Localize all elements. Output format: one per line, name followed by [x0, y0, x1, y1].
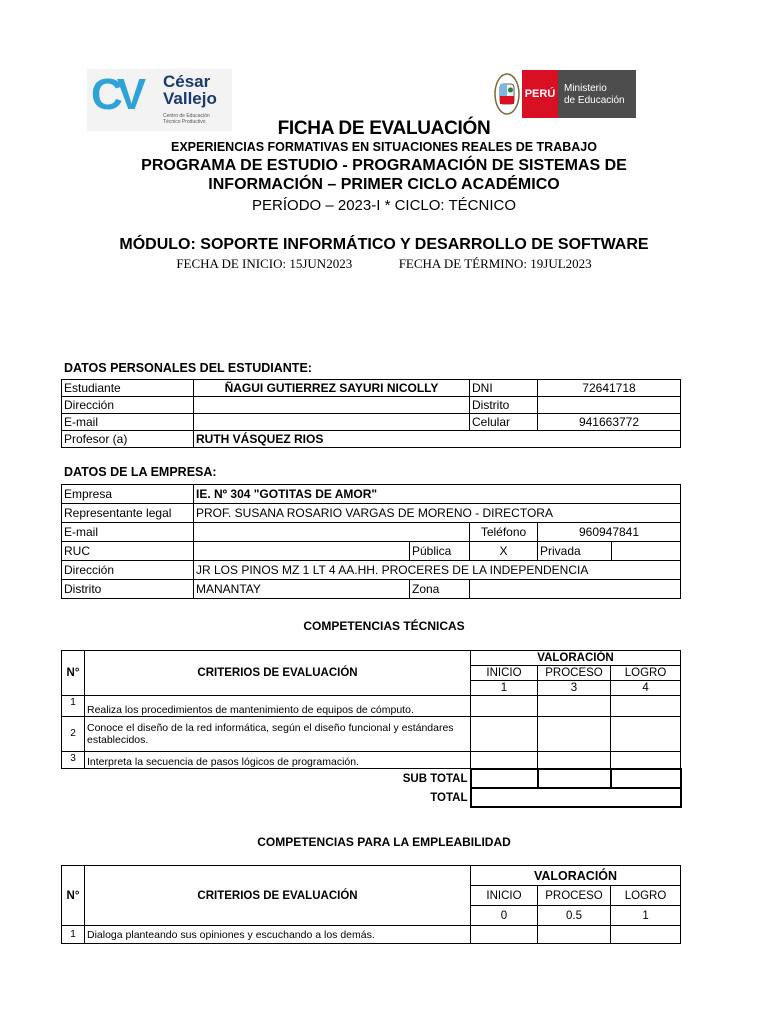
company-address-value: JR LOS PINOS MZ 1 LT 4 AA.HH. PROCERES DE LA INDEPENDENCIA: [194, 561, 681, 580]
teacher-value: RUTH VÁSQUEZ RIOS: [194, 431, 681, 448]
col-criteria-header: CRITERIOS DE EVALUACIÓN: [85, 651, 471, 696]
table-row: [62, 866, 681, 886]
table-row: [62, 752, 681, 769]
criterion-no: 2: [62, 717, 85, 752]
criterion-text: Interpreta la secuencia de pasos lógicos de programación.: [85, 752, 471, 769]
table-row: [62, 561, 681, 580]
cv-logo-name: [163, 73, 217, 107]
col-no-header: N°: [62, 651, 85, 696]
student-value: ÑAGUI GUTIERREZ SAYURI NICOLLY: [194, 380, 470, 397]
criterion-text: Realiza los procedimientos de mantenimiento de equipos de cómputo.: [85, 696, 471, 717]
module-title: MÓDULO: SOPORTE INFORMÁTICO Y DESARROLLO DE SOFTWARE: [119, 236, 649, 253]
table-row: [62, 397, 681, 414]
level-logro-label: LOGRO: [611, 886, 681, 906]
table-row: [62, 696, 681, 717]
address-label: Dirección: [62, 397, 194, 414]
cv-sub-line2: Técnico Productivo: [163, 119, 206, 125]
ruc-value: [194, 542, 410, 561]
table-row: [62, 717, 681, 752]
level-proceso-score: 3: [538, 681, 611, 696]
zone-label: Zona: [410, 580, 470, 599]
dni-value: 72641718: [538, 380, 681, 397]
company-value: IE. Nº 304 "GOTITAS DE AMOR": [194, 485, 681, 504]
score-cell[interactable]: [471, 752, 538, 769]
company-data-table: [61, 484, 681, 599]
dni-label: DNI: [470, 380, 538, 397]
page-title: FICHA DE EVALUACIÓN: [277, 118, 491, 139]
technical-section-title: COMPETENCIAS TÉCNICAS: [303, 619, 465, 633]
level-proceso-label: PROCESO: [538, 886, 611, 906]
address-value: [194, 397, 470, 414]
cv-mark-v: V: [116, 70, 141, 119]
period-line: PERÍODO – 2023-I * CICLO: TÉCNICO: [252, 197, 516, 214]
level-logro-label: LOGRO: [611, 666, 681, 681]
score-cell[interactable]: [471, 696, 538, 717]
table-row: [62, 523, 681, 542]
table-row: [62, 414, 681, 431]
technical-criteria-table: [61, 650, 682, 808]
criterion-text: Conoce el diseño de la red informática, según el diseño funcional y estándares establecidos.: [85, 717, 471, 752]
col-valuation-header: VALORACIÓN: [471, 651, 681, 666]
phone-value: 941663772: [538, 414, 681, 431]
level-proceso-score: 0.5: [538, 906, 611, 926]
table-row: [62, 380, 681, 397]
teacher-label: Profesor (a): [62, 431, 194, 448]
table-row: [62, 431, 681, 448]
level-proceso-label: PROCESO: [538, 666, 611, 681]
email-label: E-mail: [62, 414, 194, 431]
level-inicio-score: 0: [471, 906, 538, 926]
subtotal-cell[interactable]: [471, 769, 538, 789]
personal-section-title: DATOS PERSONALES DEL ESTUDIANTE:: [64, 361, 312, 375]
cv-logo-mark: [91, 70, 141, 119]
ministerio-line2: de Educación: [564, 95, 625, 106]
program-line1: PROGRAMA DE ESTUDIO - PROGRAMACIÓN DE SISTEMAS DE: [141, 157, 627, 174]
cv-mark-c: C: [91, 70, 117, 119]
company-email-value: [194, 523, 470, 542]
level-logro-score: 1: [611, 906, 681, 926]
subtotal-label: SUB TOTAL: [402, 772, 468, 785]
level-logro-score: 4: [611, 681, 681, 696]
company-phone-value: 960947841: [538, 523, 681, 542]
dates-line: [0, 256, 768, 272]
table-row: [62, 788, 681, 807]
cv-name-line1: César: [163, 72, 211, 91]
peru-flag-block: PERÚ: [522, 70, 558, 118]
total-cell[interactable]: [471, 788, 681, 807]
ruc-label: RUC: [62, 542, 194, 561]
company-section-title: DATOS DE LA EMPRESA:: [64, 465, 217, 479]
employability-criteria-table: [61, 865, 681, 944]
company-label: Empresa: [62, 485, 194, 504]
score-cell[interactable]: [538, 926, 611, 944]
email-value: [194, 414, 470, 431]
student-label: Estudiante: [62, 380, 194, 397]
criterion-text: Dialoga planteando sus opiniones y escuchando a los demás.: [85, 926, 471, 944]
level-inicio-label: INICIO: [471, 666, 538, 681]
score-cell[interactable]: [611, 717, 681, 752]
program-line2: INFORMACIÓN – PRIMER CICLO ACADÉMICO: [208, 176, 560, 193]
table-row: [62, 926, 681, 944]
table-row: [62, 769, 681, 789]
peru-shield-icon: [494, 72, 520, 116]
cv-sub-line1: Centro de Educación: [163, 113, 210, 119]
rep-value: PROF. SUSANA ROSARIO VARGAS DE MORENO - DIRECTORA: [194, 504, 681, 523]
minedu-logo: [494, 70, 642, 118]
score-cell[interactable]: [538, 717, 611, 752]
score-cell[interactable]: [538, 752, 611, 769]
public-mark: X: [470, 542, 538, 561]
phone-label: Celular: [470, 414, 538, 431]
table-row: [62, 580, 681, 599]
company-district-value: MANANTAY: [194, 580, 410, 599]
district-value: [538, 397, 681, 414]
cv-name-line2: Vallejo: [163, 89, 217, 108]
private-mark: [612, 542, 681, 561]
criterion-no: 3: [62, 752, 85, 769]
score-cell[interactable]: [471, 926, 538, 944]
total-label: TOTAL: [430, 791, 468, 804]
table-row: [62, 542, 681, 561]
private-label: Privada: [538, 542, 612, 561]
ministerio-block: [558, 70, 636, 118]
score-cell[interactable]: [611, 696, 681, 717]
page-subtitle: EXPERIENCIAS FORMATIVAS EN SITUACIONES REALES DE TRABAJO: [171, 140, 597, 154]
public-label: Pública: [410, 542, 470, 561]
score-cell[interactable]: [611, 926, 681, 944]
end-date: FECHA DE TÉRMINO: 19JUL2023: [398, 256, 592, 271]
criterion-no: 1: [62, 696, 85, 717]
table-row: [62, 485, 681, 504]
table-row: [62, 651, 681, 666]
col-criteria-header: CRITERIOS DE EVALUACIÓN: [85, 866, 471, 926]
subtotal-cell[interactable]: [611, 769, 681, 789]
col-valuation-header: VALORACIÓN: [471, 866, 681, 886]
company-email-label: E-mail: [62, 523, 194, 542]
score-cell[interactable]: [611, 752, 681, 769]
start-date: FECHA DE INICIO: 15JUN2023: [176, 256, 353, 271]
rep-label: Representante legal: [62, 504, 194, 523]
score-cell[interactable]: [538, 696, 611, 717]
level-inicio-label: INICIO: [471, 886, 538, 906]
zone-value: [470, 580, 681, 599]
company-phone-label: Teléfono: [470, 523, 538, 542]
level-inicio-score: 1: [471, 681, 538, 696]
criterion-no: 1: [62, 926, 85, 944]
employability-section-title: COMPETENCIAS PARA LA EMPLEABILIDAD: [257, 835, 511, 849]
score-cell[interactable]: [471, 717, 538, 752]
district-label: Distrito: [470, 397, 538, 414]
subtotal-cell[interactable]: [538, 769, 611, 789]
table-row: [62, 504, 681, 523]
col-no-header: N°: [62, 866, 85, 926]
company-district-label: Distrito: [62, 580, 194, 599]
ministerio-line1: Ministerio: [564, 83, 607, 94]
company-address-label: Dirección: [62, 561, 194, 580]
personal-data-table: [61, 379, 681, 448]
